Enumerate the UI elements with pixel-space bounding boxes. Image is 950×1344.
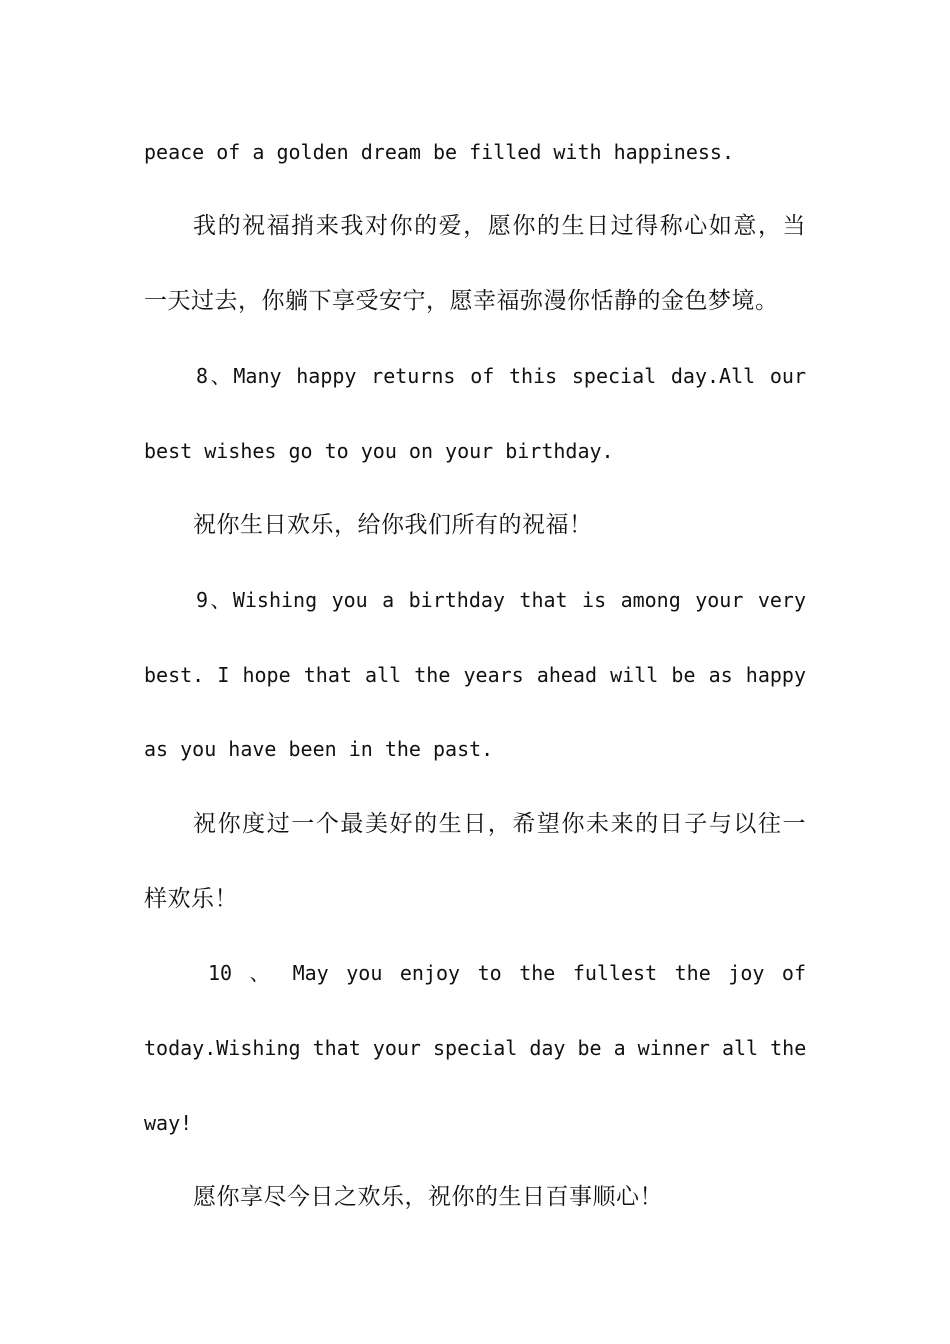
- text-line-11: 样欢乐！: [144, 886, 238, 912]
- text-line-15: 愿你享尽今日之欢乐，祝你的生日百事顺心！: [193, 1184, 663, 1210]
- text-line-4: 8、Many happy returns of this special day.All our: [196, 364, 806, 388]
- text-line-7: 9、Wishing you a birthday that is among your very: [196, 588, 806, 612]
- text-line-13: today.Wishing that your special day be a winner all the: [144, 1036, 806, 1060]
- text-line-10: 祝你度过一个最美好的生日，希望你未来的日子与以往一: [193, 811, 806, 837]
- text-line-5: best wishes go to you on your birthday.: [144, 439, 614, 463]
- text-line-14: way!: [144, 1111, 193, 1135]
- text-line-3: 一天过去，你躺下享受安宁，愿幸福弥漫你恬静的金色梦境。: [144, 288, 779, 314]
- text-line-1: peace of a golden dream be filled with happiness.: [144, 140, 735, 164]
- text-line-9: as you have been in the past.: [144, 737, 494, 761]
- text-line-6: 祝你生日欢乐，给你我们所有的祝福！: [193, 512, 593, 538]
- text-line-2: 我的祝福捎来我对你的爱，愿你的生日过得称心如意，当: [193, 213, 806, 239]
- text-line-12: 10 、 May you enjoy to the fullest the joy of: [208, 961, 806, 985]
- text-line-8: best. I hope that all the years ahead will be as happy: [144, 663, 806, 687]
